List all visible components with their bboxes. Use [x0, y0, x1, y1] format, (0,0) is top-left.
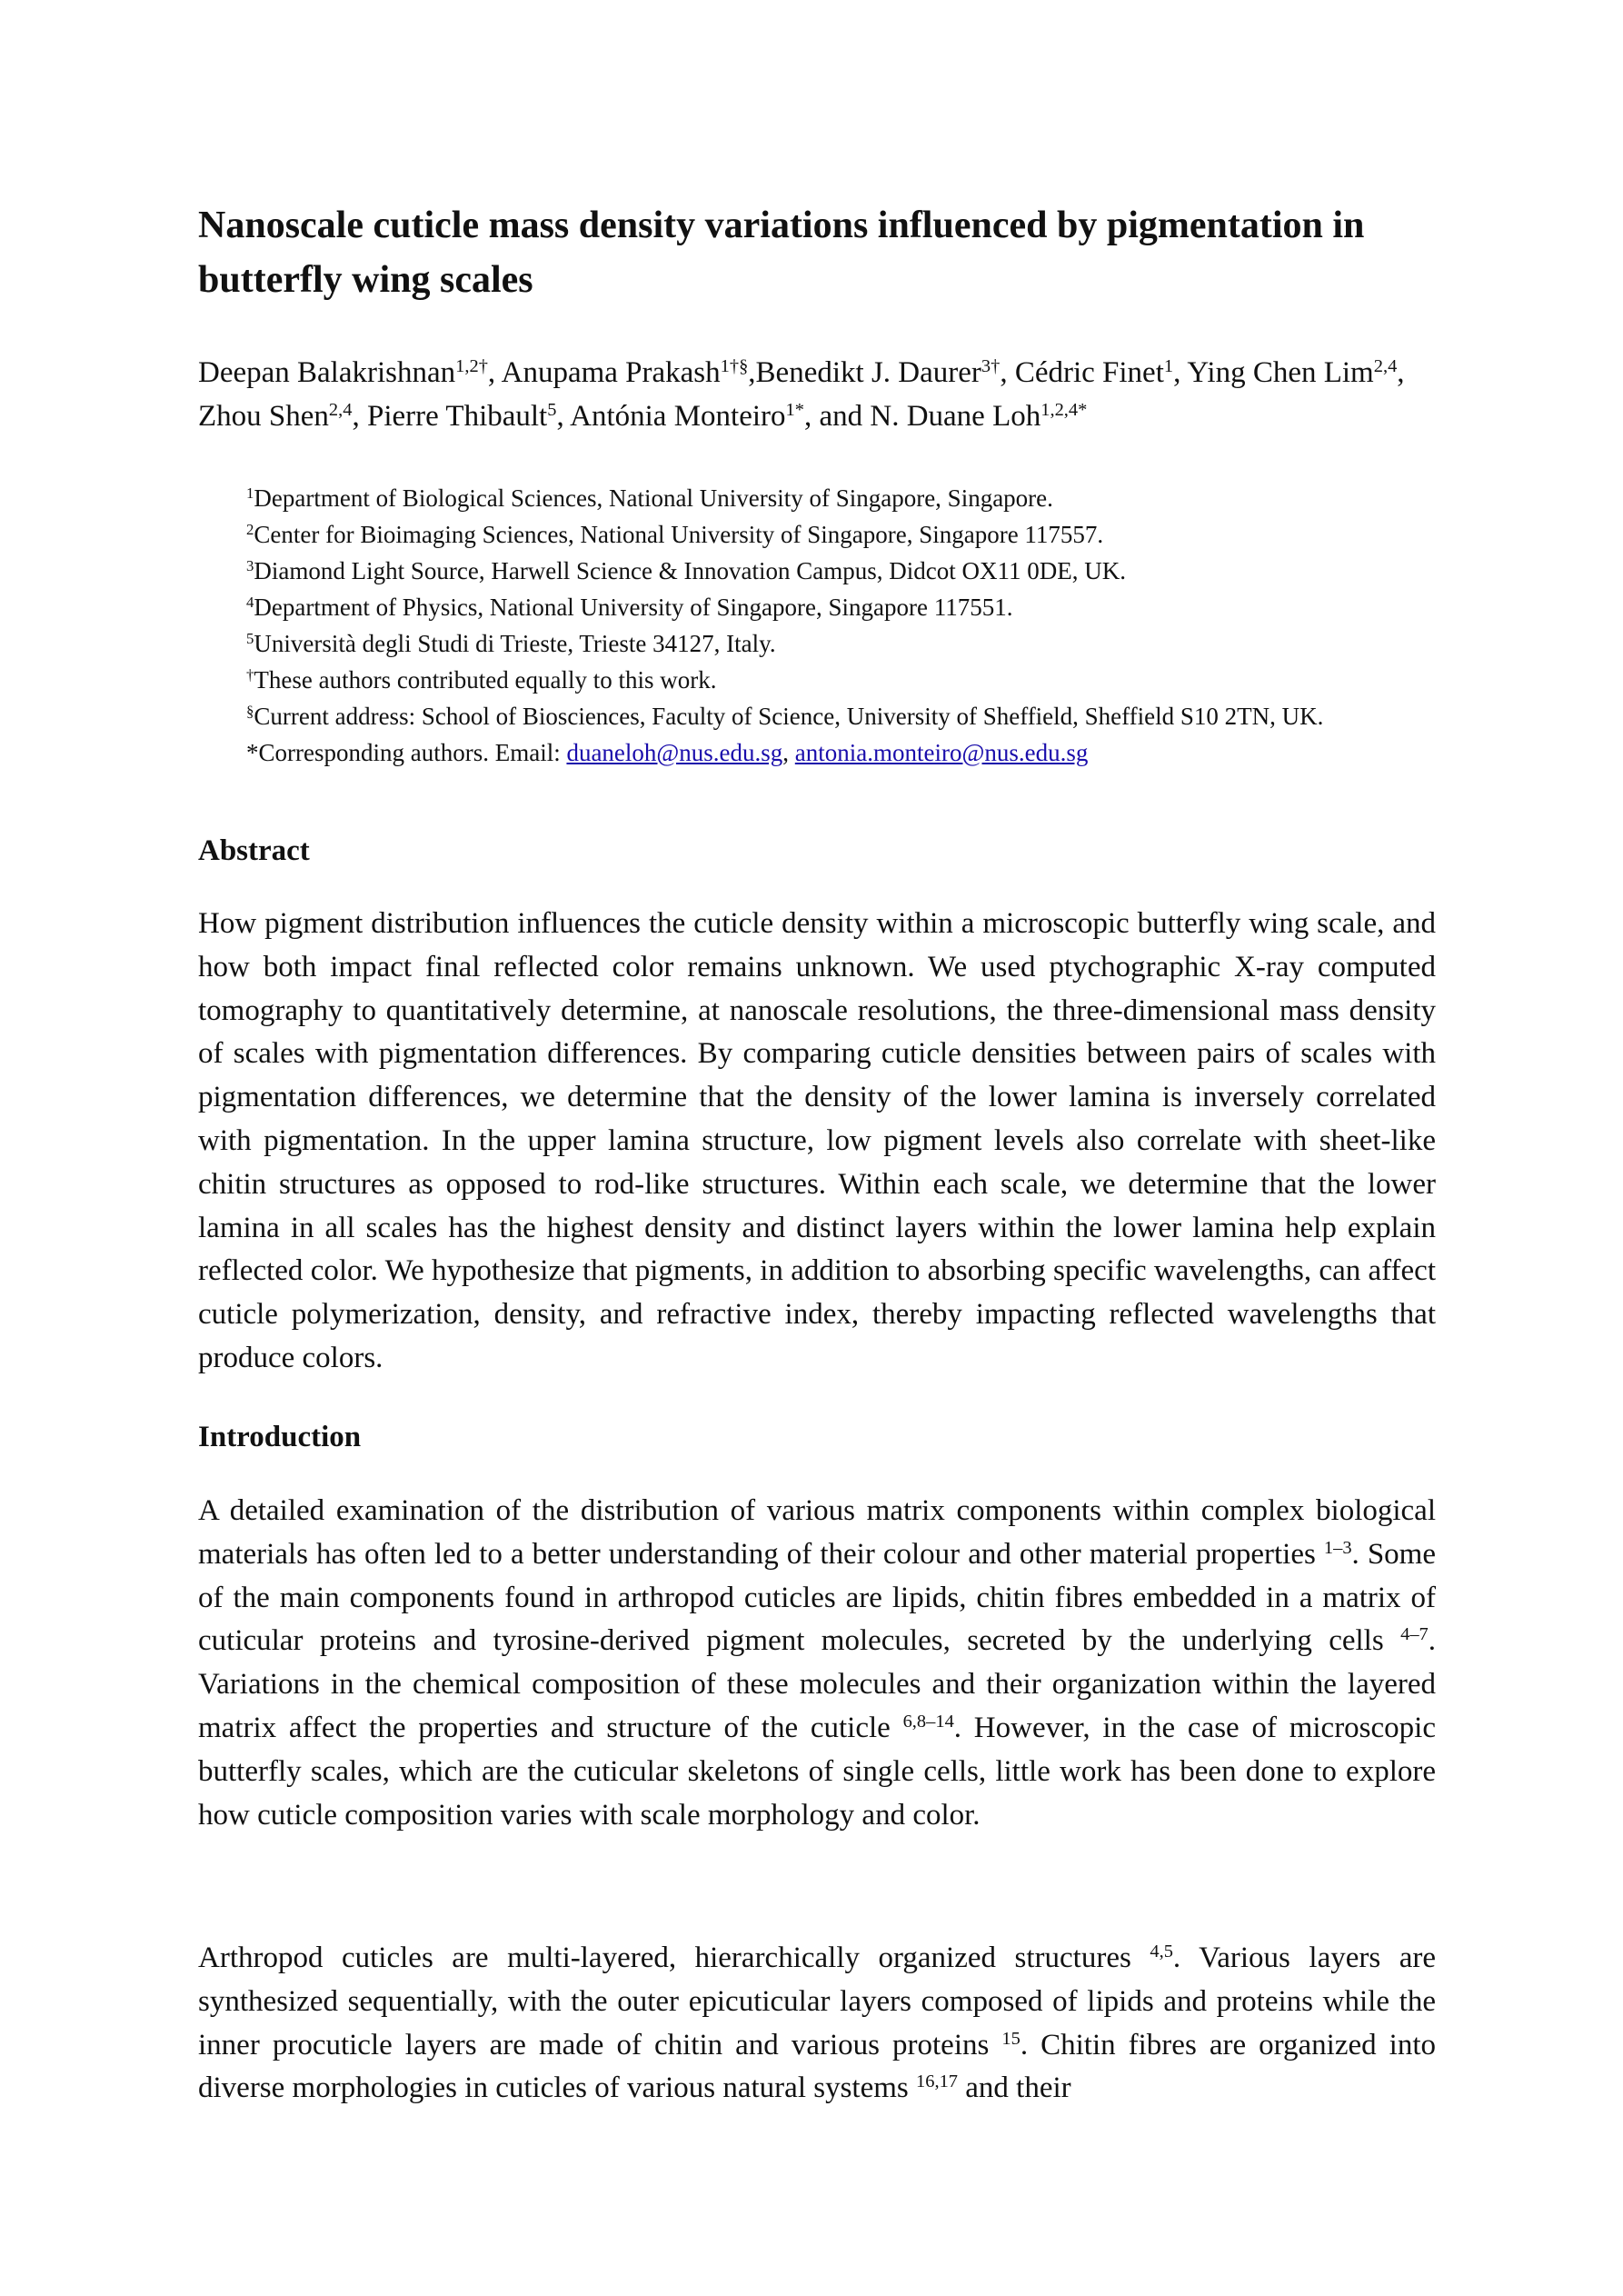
citation-marker[interactable]: 1–3 [1323, 1537, 1352, 1558]
affiliations [246, 480, 1437, 771]
affiliation-line [246, 589, 1437, 625]
author-affiliation-marker: 2,4 [328, 399, 353, 420]
affiliation-line [246, 480, 1437, 516]
author-name: Ying Chen Lim [1187, 356, 1374, 389]
affiliation-text: Diamond Light Source, Harwell Science & Innovation Campus, Didcot OX11 0DE, UK. [254, 557, 1126, 584]
author-name: Antónia Monteiro [570, 400, 786, 433]
citation-marker[interactable]: 6,8–14 [902, 1711, 954, 1732]
author-name: Anupama Prakash [501, 356, 721, 389]
affiliation-line [246, 553, 1437, 589]
affiliation-marker: 1 [246, 484, 254, 502]
intro-paragraph-2: Arthropod cuticles are multi-layered, hierarchically organized structures $^{4,5}$. Various layers are synthesized sequentially, with the outer epicuticular layers composed of lipids and proteins while the inner procuticle layers are made of chitin and various proteins $^{15}$. Chitin fibres are organized into diverse morphologies in cuticles of various natural systems $^{16,17}$ and their [198, 1941, 1437, 2105]
citation-marker[interactable]: 16,17 [916, 2071, 958, 2092]
affiliation-line [246, 516, 1437, 553]
affiliation-marker: 2 [246, 520, 254, 538]
affiliation-text: Current address: School of Biosciences, Faculty of Science, University of Sheffield, Sheffield S10 2TN, UK. [254, 703, 1324, 730]
affiliation-marker: § [246, 702, 254, 720]
author-name: Pierre Thibault [366, 400, 548, 433]
author-affiliation-marker: 1,2,4* [1041, 399, 1088, 420]
abstract-text: How pigment distribution influences the cuticle density within a microscopic butterfly wing scale, and how both impact final reflected color remains unknown. We used ptychographic X-ray computed tomography to quantitatively determine, at nanoscale resolutions, the three-dimensional mass density of scales with pigmentation differences. By comparing cuticle densities between pairs of scales with pigmentation differences, we determine that the density of the lower lamina is inversely correlated with pigmentation. In the upper lamina structure, low pigment levels also correlate with sheet-like chitin structures as opposed to rod-like structures. Within each scale, we determine that the lower lamina in all scales has the highest density and distinct layers within the lower lamina help explain reflected color. We hypothesize that pigments, in addition to absorbing specific wavelengths, can affect cuticle polymerization, density, and refractive index, thereby impacting reflected wavelengths that produce colors. [198, 907, 1436, 1374]
paper-title: Nanoscale cuticle mass density variations influenced by pigmentation in butterfly wing scales [198, 205, 1365, 301]
corresponding-label: *Corresponding authors. Email: [246, 739, 567, 766]
email-link[interactable]: antonia.monteiro@nus.edu.sg [794, 739, 1089, 766]
affiliation-marker: 3 [246, 556, 254, 574]
affiliation-marker: † [246, 665, 254, 684]
author-name: N. Duane Loh [870, 400, 1041, 433]
affiliation-text: Department of Biological Sciences, National University of Singapore, Singapore. [254, 484, 1053, 512]
author-affiliation-marker: 3† [981, 355, 1001, 376]
corresponding-authors: *Corresponding authors. Email: duaneloh@nus.edu.sg, antonia.monteiro@nus.edu.sg [246, 739, 1089, 766]
affiliation-line [246, 662, 1437, 698]
author-affiliation-marker: 1* [785, 399, 804, 420]
author-affiliation-marker: 1†§ [720, 355, 749, 376]
citation-marker[interactable]: 15 [1001, 2028, 1021, 2049]
author-name: Benedikt J. Daurer [755, 356, 981, 389]
introduction-heading: Introduction [198, 1421, 362, 1453]
affiliation-line [246, 625, 1437, 662]
affiliation-text: These authors contributed equally to this work. [254, 666, 717, 694]
author-list: Deepan Balakrishnan$^{1,2\dagger}$, Anupama Prakash$^{1\dagger\S}$,Benedikt J. Daurer$^{3\dagger}$, Cédric Finet$^1$, Ying Chen Lim$^{2,4}$, Zhou Shen$^{2,4}$, Pierre Thibault$^5$, Antónia Monteiro$^{1*}$, and N. Duane Loh$^{1,2,4*}$ [198, 355, 1405, 433]
author-name: Zhou Shen [198, 400, 329, 433]
affiliation-line [246, 698, 1437, 734]
affiliation-marker: 5 [246, 629, 254, 647]
author-name: Deepan Balakrishnan [198, 356, 456, 389]
abstract-heading: Abstract [198, 834, 310, 867]
author-affiliation-marker: 5 [547, 399, 557, 420]
affiliation-marker: 4 [246, 593, 254, 611]
author-affiliation-marker: 1 [1163, 355, 1174, 376]
affiliation-text: Department of Physics, National University of Singapore, Singapore 117551. [254, 594, 1013, 621]
author-affiliation-marker: 1,2† [455, 355, 488, 376]
email-link[interactable]: duaneloh@nus.edu.sg [566, 739, 783, 766]
citation-marker[interactable]: 4,5 [1150, 1941, 1173, 1962]
citation-marker[interactable]: 4–7 [1400, 1624, 1429, 1645]
author-affiliation-marker: 2,4 [1373, 355, 1398, 376]
affiliation-text: Università degli Studi di Trieste, Trieste 34127, Italy. [254, 630, 776, 657]
author-name: Cédric Finet [1014, 356, 1164, 389]
intro-paragraph-1: A detailed examination of the distribution of various matrix components within complex biological materials has often led to a better understanding of their colour and other material properties $^{1-3}$. Some of the main components found in arthropod cuticles are lipids, chitin fibres embedded in a matrix of cuticular proteins and tyrosine-derived pigment molecules, secreted by the underlying cells $^{4-7}$. Variations in the chemical composition of these molecules and their organization within the layered matrix affect the properties and structure of the cuticle $^{6,8-14}$. However, in the case of microscopic butterfly scales, which are the cuticular skeletons of single cells, little work has been done to explore how cuticle composition varies with scale morphology and color. [198, 1494, 1436, 1832]
affiliation-text: Center for Bioimaging Sciences, National University of Singapore, Singapore 117557. [254, 521, 1104, 548]
